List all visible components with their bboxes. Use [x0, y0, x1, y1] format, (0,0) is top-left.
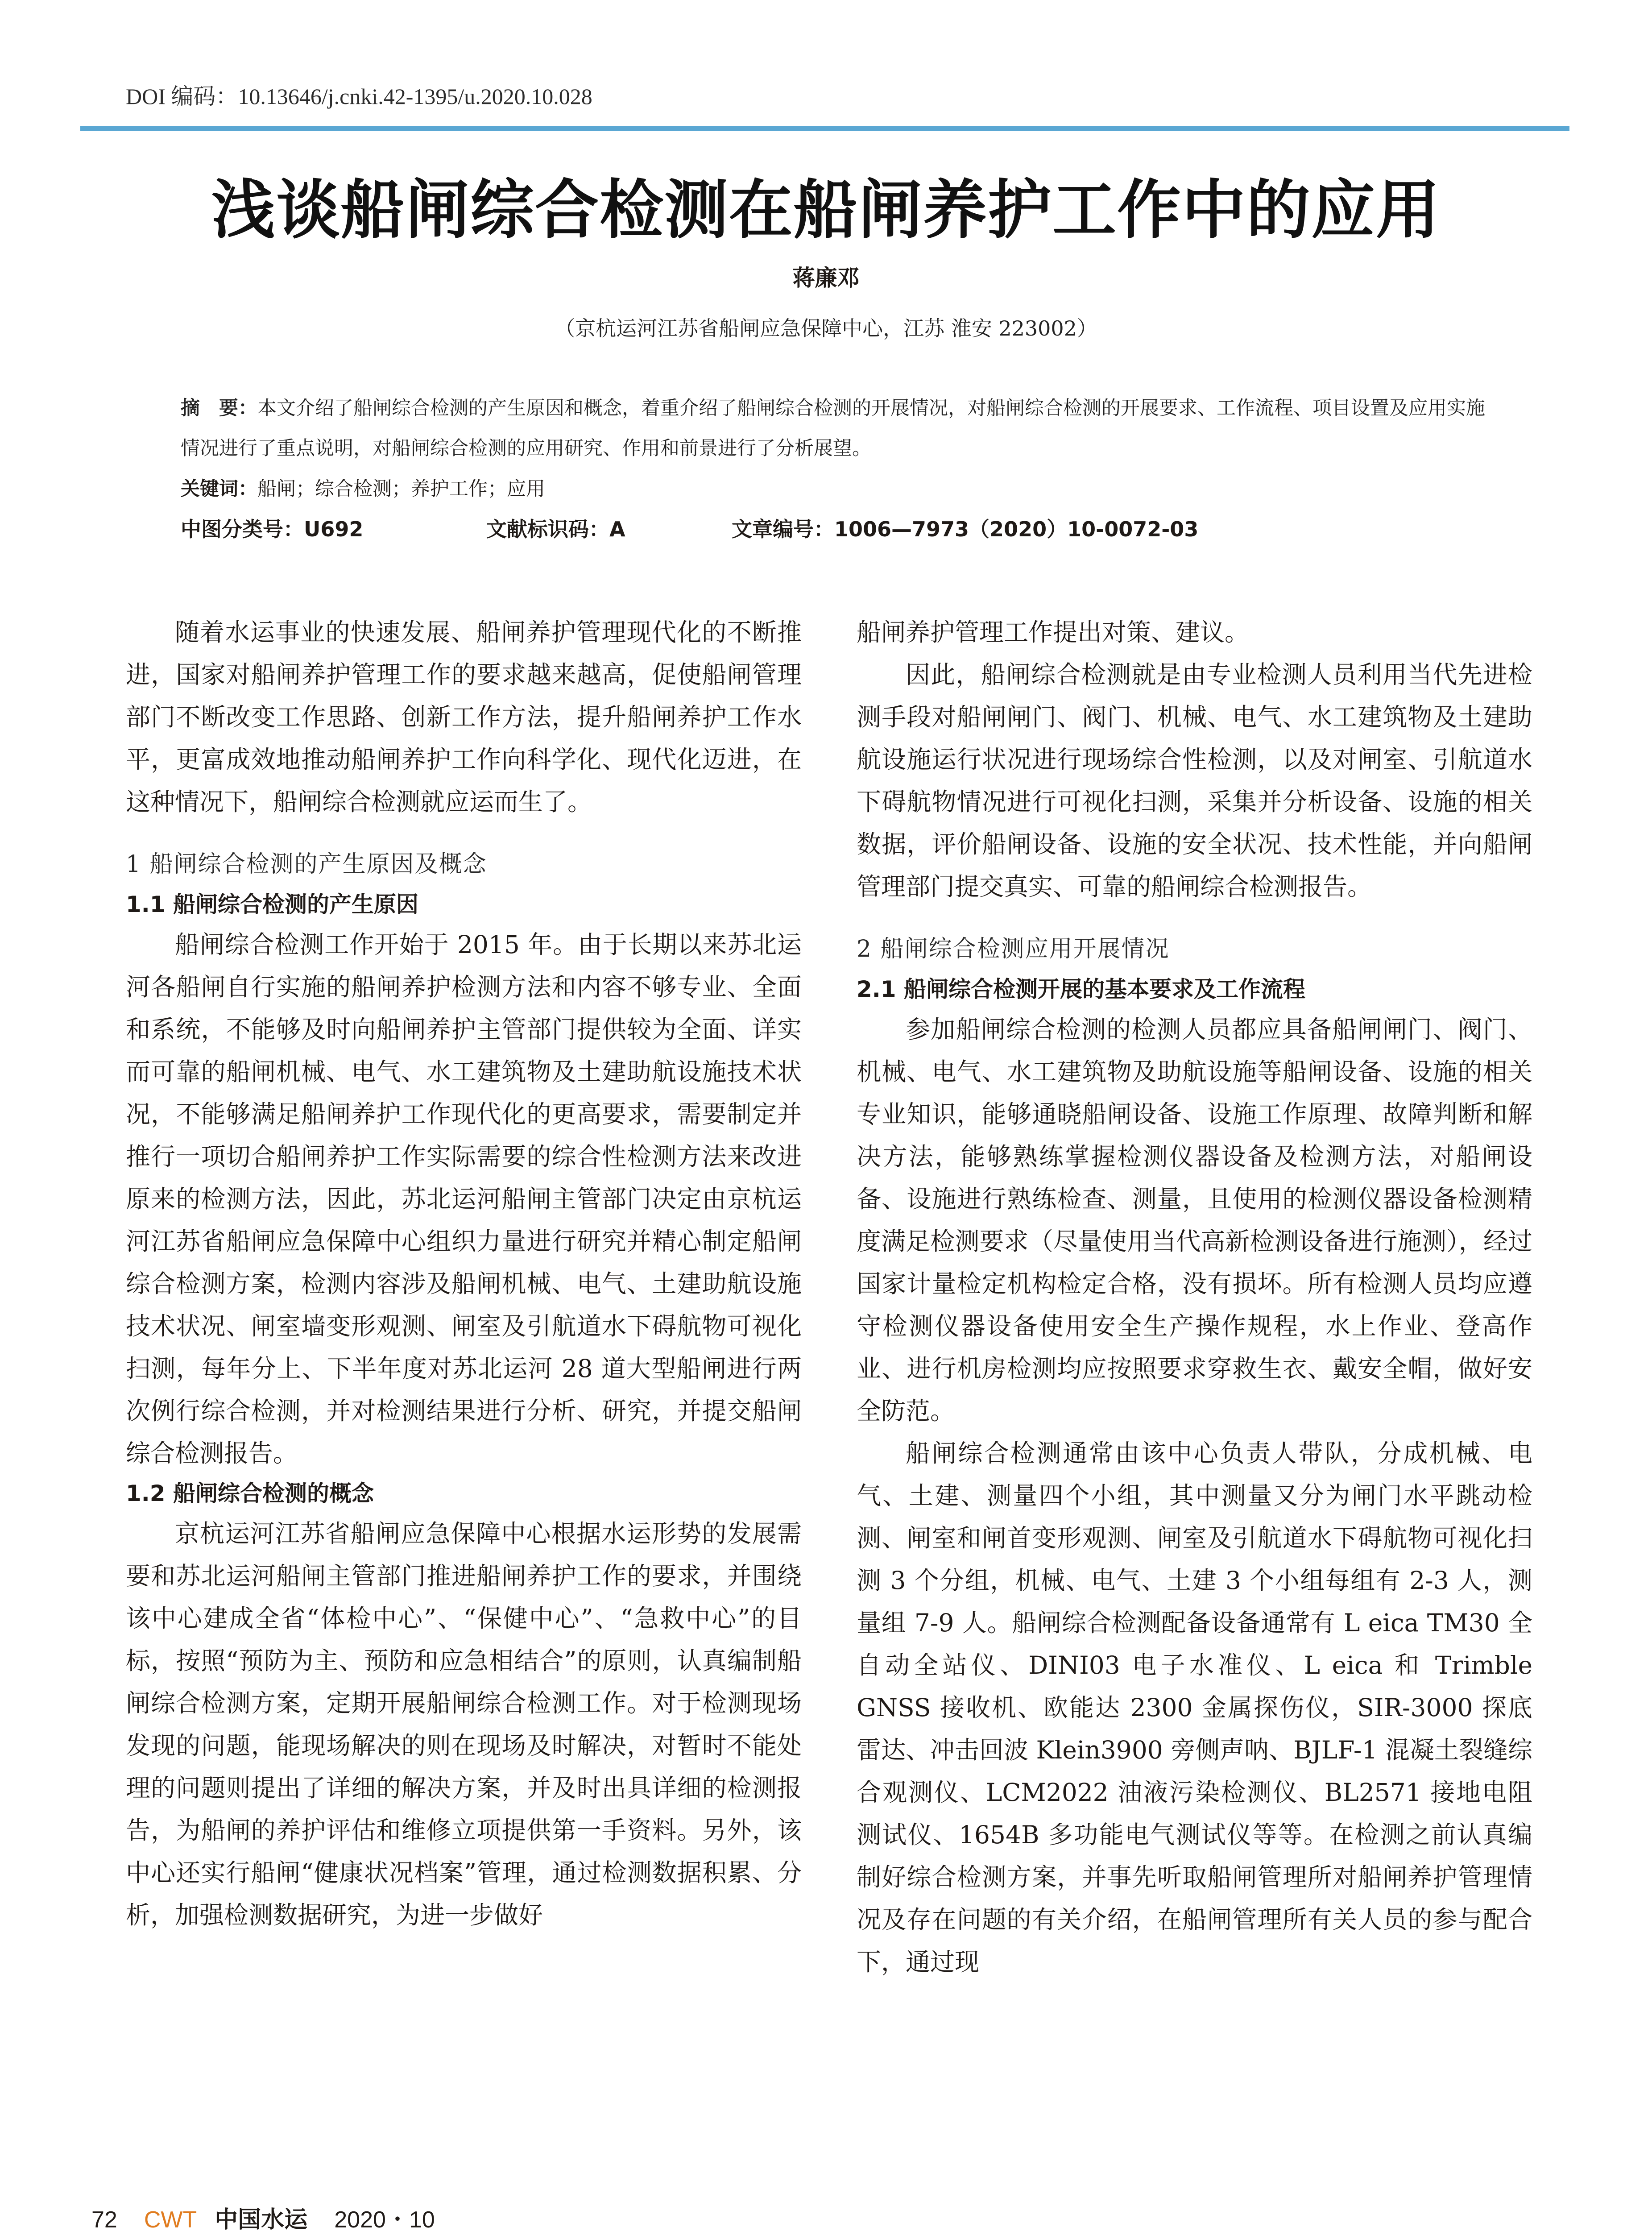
author-affiliation: （京杭运河江苏省船闸应急保障中心，江苏 淮安 223002） [555, 316, 1097, 340]
section-2-1-paragraph-1: 参加船闸综合检测的检测人员都应具备船闸闸门、阀门、机械、电气、水工建筑物及助航设施等船闸设备、设施的相关专业知识，能够通晓船闸设备、设施工作原理、故障判断和解决方法，能够熟练掌握检测仪器设备及检测方法，对船闸设备、设施进行熟练检查、测量，且使用的检测仪器设备检测精度满足检测要求（尽量使用当代高新检测设备进行施测），经过国家计量检定机构检定合格，没有损坏。所有检测人员均应遵守检测仪器设备使用安全生产操作规程，水上作业、登高作业、进行机房检测均应按照要求穿救生衣、戴安全帽，做好安全防范。 [857, 1015, 1532, 1425]
continued-paragraph: 船闸养护管理工作提出对策、建议。 [857, 618, 1250, 647]
issue-date: 2020・10 [334, 2207, 435, 2231]
section-1-heading: 1 船闸综合检测的产生原因及概念 [126, 851, 487, 878]
keywords-text: 船闸；综合检测；养护工作；应用 [257, 478, 545, 500]
keywords-label: 关键词： [181, 478, 257, 500]
section-2-1-heading: 2.1 船闸综合检测开展的基本要求及工作流程 [857, 976, 1305, 1002]
abstract [181, 388, 1497, 469]
abstract-label: 摘 要： [181, 397, 257, 419]
intro-paragraph: 随着水运事业的快速发展、船闸养护管理现代化的不断推进，国家对船闸养护管理工作的要求越来越高，促使船闸管理部门不断改变工作思路、创新工作方法，提升船闸养护工作水平，更富成效地推动船闸养护工作向科学化、现代化迈进，在这种情况下，船闸综合检测就应运而生了。 [126, 618, 802, 816]
section-1-1-paragraph: 船闸综合检测工作开始于 2015 年。由于长期以来苏北运河各船闸自行实施的船闸养护检测方法和内容不够专业、全面和系统，不能够及时向船闸养护主管部门提供较为全面、详实而可靠的船闸机械、电气、水工建筑物及土建助航设施技术状况，不能够满足船闸养护工作现代化的更高要求，需要制定并推行一项切合船闸养护工作实际需要的综合性检测方法来改进原来的检测方法，因此，苏北运河船闸主管部门决定由京杭运河江苏省船闸应急保障中心组织力量进行研究并精心制定船闸综合检测方案，检测内容涉及船闸机械、电气、土建助航设施技术状况、闸室墙变形观测、闸室及引航道水下碍航物可视化扫测，每年分上、下半年度对苏北运河 28 道大型船闸进行两次例行综合检测，并对检测结果进行分析、研究，并提交船闸综合检测报告。 [126, 930, 802, 1468]
section-1-1-heading: 1.1 船闸综合检测的产生原因 [126, 892, 418, 917]
page-footer [91, 2201, 435, 2231]
section-1-2-heading: 1.2 船闸综合检测的概念 [126, 1480, 374, 1506]
right-column [857, 611, 1532, 1983]
clc-number: 中图分类号：U692 [181, 517, 364, 541]
section-2-heading: 2 船闸综合检测应用开展情况 [857, 936, 1170, 962]
document-code: 文献标识码：A [486, 517, 625, 541]
section-2-1-paragraph-2: 船闸综合检测通常由该中心负责人带队，分成机械、电气、土建、测量四个小组，其中测量又分为闸门水平跳动检测、闸室和闸首变形观测、闸室及引航道水下碍航物可视化扫测 3 个分组，机械、电气、土建 3 个小组每组有 2-3 人，测量组 7-9 人。船闸综合检测配备设备通常有 L eica TM30 全自动全站仪、DINI03 电子水准仪、L eica 和 Trimble GNSS 接收机、欧能达 2300 金属探伤仪，SIR-3000 探底雷达、冲击回波 Klein3900 旁侧声呐、BJLF-1 混凝土裂缝综合观测仪、LCM2022 油液污染检测仪、BL2571 接地电阻测试仪、1654B 多功能电气测试仪等等。在检测之前认真编制好综合检测方案，并事先听取船闸管理所对船闸养护管理情况及存在问题的有关介绍，在船闸管理所有关人员的参与配合下，通过现 [857, 1439, 1532, 1976]
brand-logo: CWT [144, 2207, 197, 2231]
section-1-2-paragraph-2: 因此，船闸综合检测就是由专业检测人员利用当代先进检测手段对船闸闸门、阀门、机械、电气、水工建筑物及土建助航设施运行状况进行现场综合性检测，以及对闸室、引航道水下碍航物情况进行可视化扫测，采集并分析设备、设施的相关数据，评价船闸设备、设施的安全状况、技术性能，并向船闸管理部门提交真实、可靠的船闸综合检测报告。 [857, 660, 1532, 901]
header-rule [80, 126, 1569, 131]
journal-name: 中国水运 [215, 2206, 308, 2231]
article-title: 浅谈船闸综合检测在船闸养护工作中的应用 [211, 172, 1441, 247]
doi-line: DOI 编码：10.13646/j.cnki.42-1395/u.2020.10.028 [126, 84, 592, 109]
author-name: 蒋廉邓 [792, 265, 860, 291]
abstract-text: 本文介绍了船闸综合检测的产生原因和概念，着重介绍了船闸综合检测的开展情况，对船闸综合检测的开展要求、工作流程、项目设置及应用实施情况进行了重点说明，对船闸综合检测的应用研究、作用和前景进行了分析展望。 [181, 397, 1485, 460]
page-number: 72 [91, 2207, 117, 2231]
keywords [181, 473, 1497, 505]
section-1-2-paragraph: 京杭运河江苏省船闸应急保障中心根据水运形势的发展需要和苏北运河船闸主管部门推进船闸养护工作的要求，并围绕该中心建成全省“体检中心”、“保健中心”、“急救中心”的目标，按照“预防为主、预防和应急相结合”的原则，认真编制船闸综合检测方案，定期开展船闸综合检测工作。对于检测现场发现的问题，能现场解决的则在现场及时解决，对暂时不能处理的问题则提出了详细的解决方案，并及时出具详细的检测报告，为船闸的养护评估和维修立项提供第一手资料。另外，该中心还实行船闸“健康状况档案”管理，通过检测数据积累、分析，加强检测数据研究，为进一步做好 [126, 1519, 802, 1929]
left-column [126, 611, 802, 1937]
article-number: 文章编号：1006—7973（2020）10-0072-03 [732, 517, 1199, 541]
